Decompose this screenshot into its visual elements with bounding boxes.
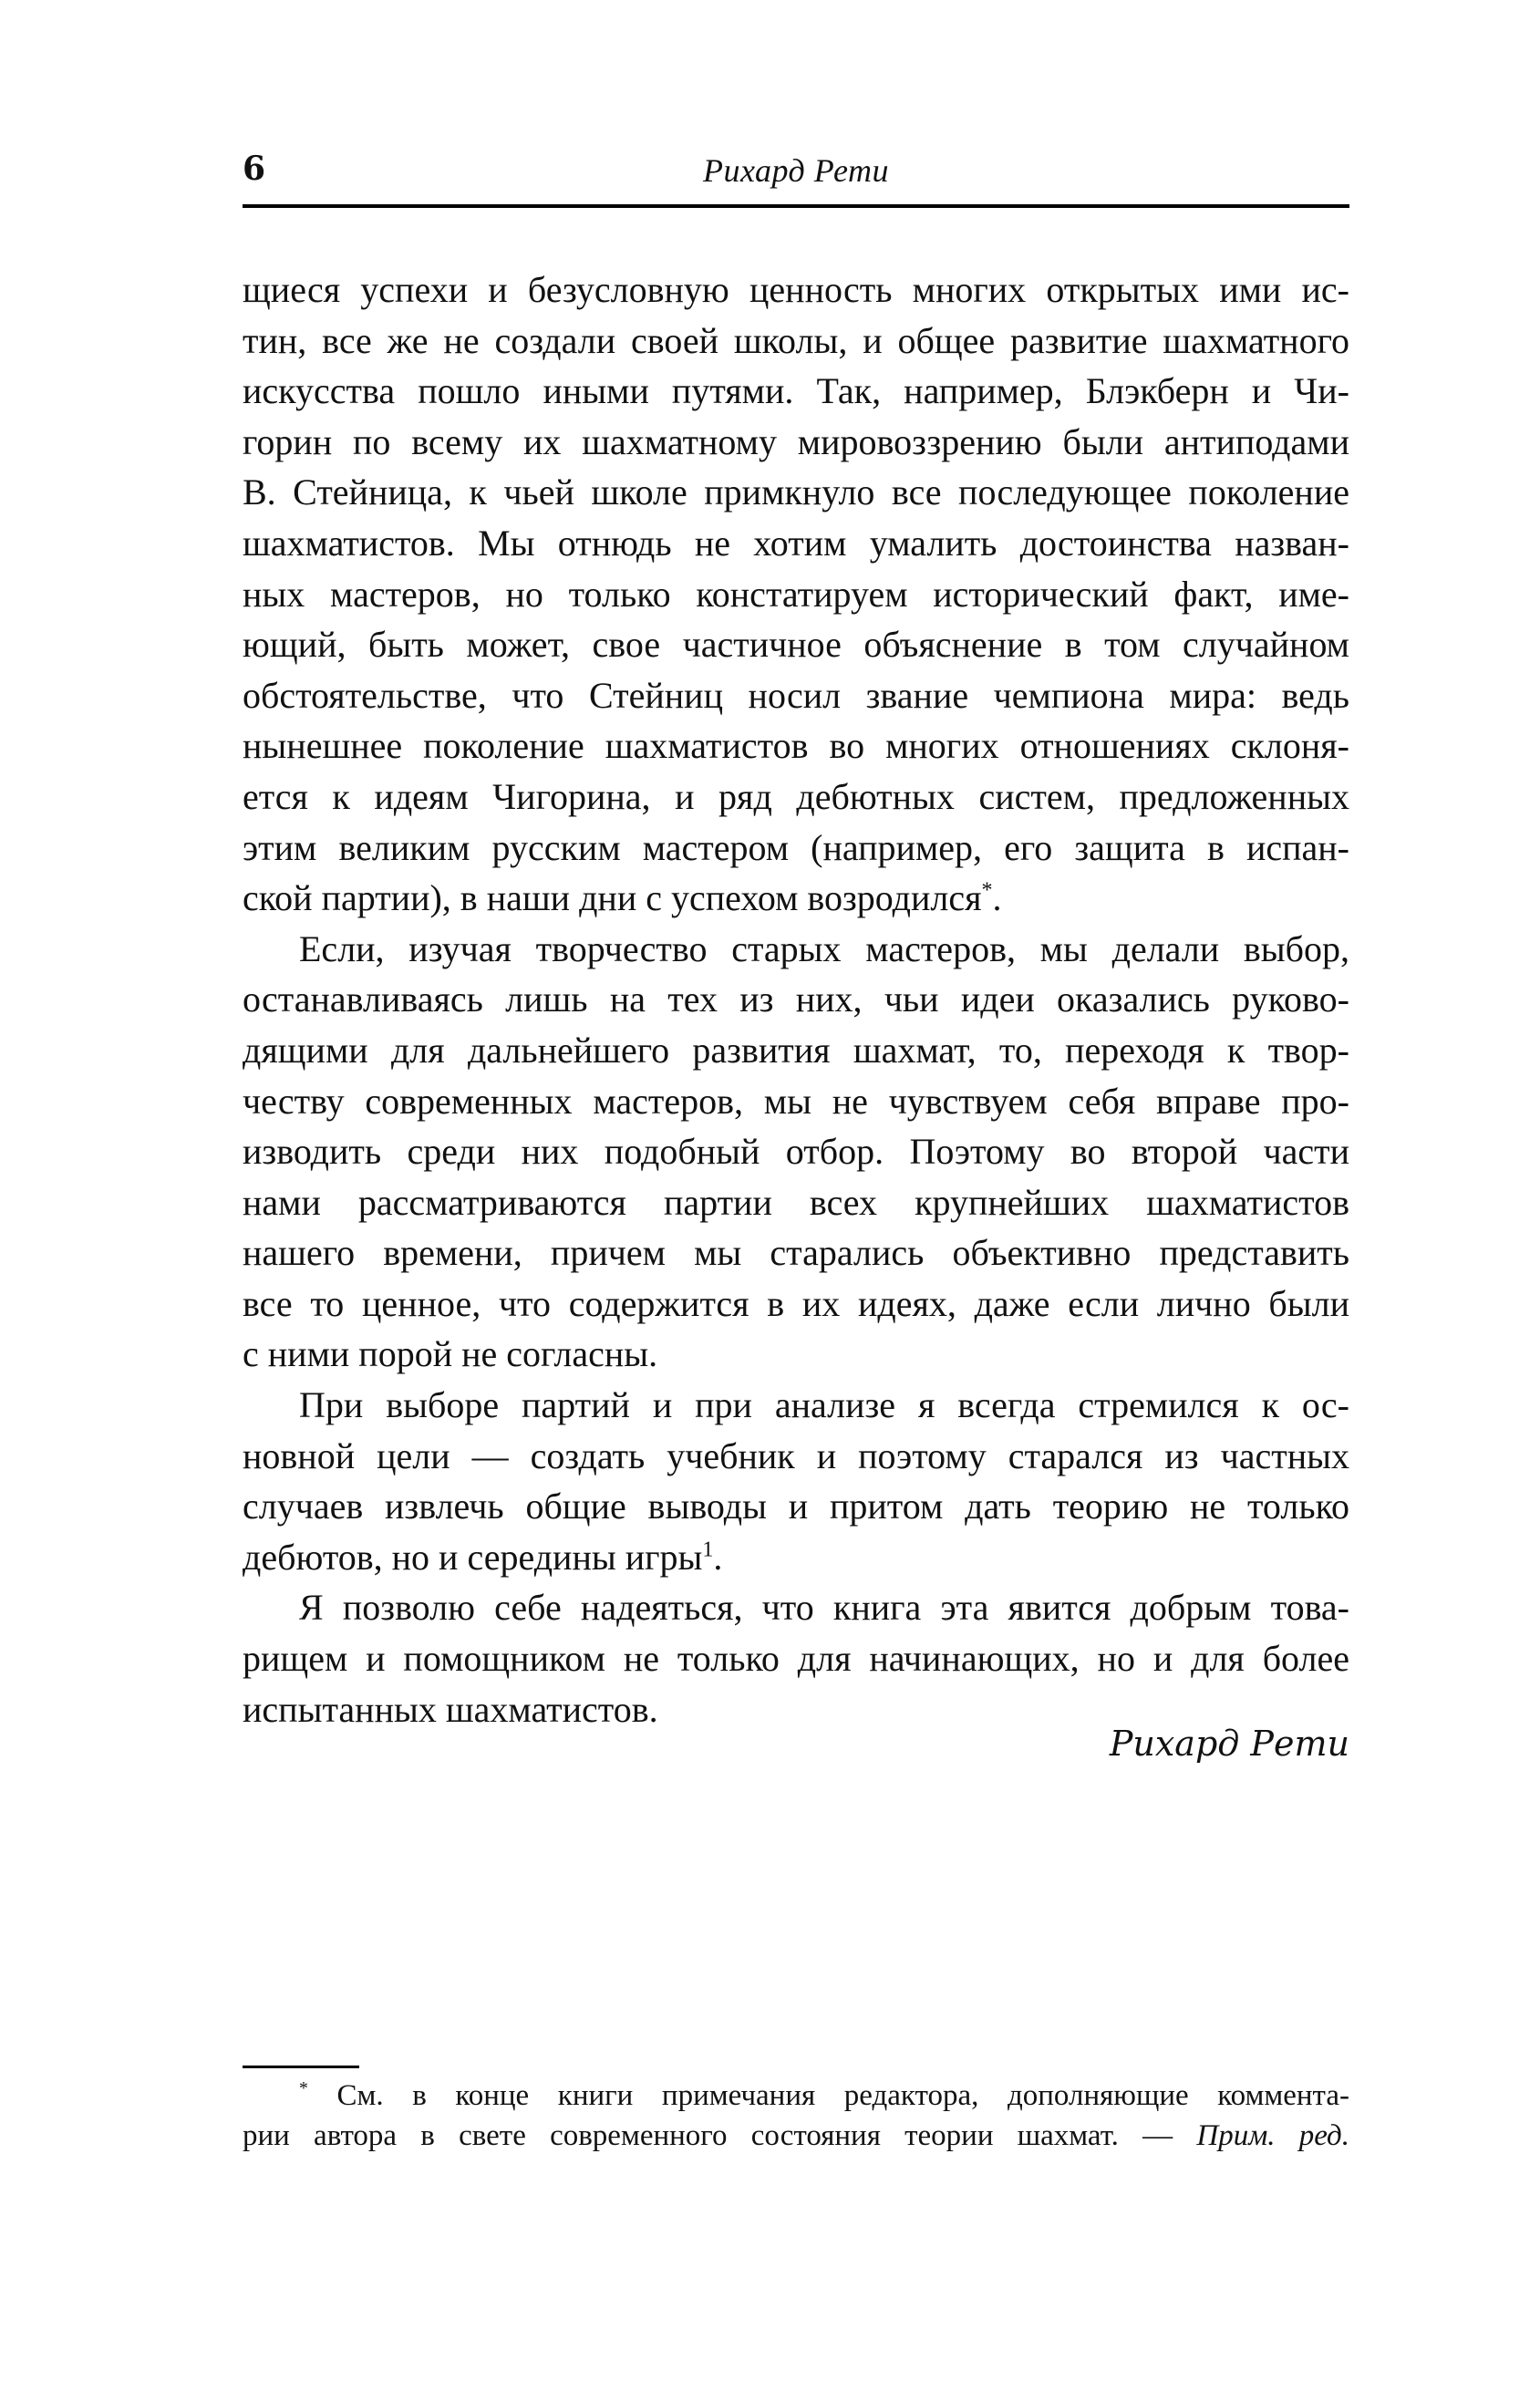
text-line: нами рассматриваются партии всех крупнейших шахматистов <box>243 1181 1349 1223</box>
footnote-reference[interactable]: * <box>981 878 993 903</box>
footnote-rule <box>243 2066 359 2068</box>
text-line <box>243 1532 1349 1583</box>
author-signature: Рихард Рети <box>1109 1724 1349 1764</box>
text-line: новной цели — создать учебник и поэтому старался из частных <box>243 1434 1349 1476</box>
page-number: 6 <box>243 150 266 188</box>
text-line: с ними порой не согласны. <box>243 1333 658 1375</box>
text-line: дящими для дальнейшего развития шахмат, то, переходя к твор- <box>243 1029 1349 1071</box>
text-line: останавливаясь лишь на тех из них, чьи идеи оказались руково- <box>243 979 1349 1020</box>
text-line: случаев извлечь общие выводы и притом дать теорию не только <box>243 1486 1349 1527</box>
text-segment: . <box>713 1536 723 1578</box>
text-line: изводить среди них подобный отбор. Поэтому во второй части <box>243 1131 1349 1173</box>
text-line: нынешнее поколение шахматистов во многих отношениях склоня- <box>243 725 1349 767</box>
footnote-line <box>243 2116 1349 2156</box>
text-segment: ской партии), в наши дни с успехом возродился <box>243 877 982 919</box>
text-line: ных мастеров, но только констатируем исторический факт, име- <box>243 573 1349 615</box>
footnote-reference[interactable]: 1 <box>702 1538 714 1562</box>
page-header <box>243 146 1349 201</box>
text-line: ется к идеям Чигорина, и ряд дебютных систем, предложенных <box>243 775 1349 817</box>
text-segment: . <box>992 877 1002 919</box>
text-line: шахматистов. Мы отнюдь не хотим умалить достоинства назван- <box>243 522 1349 564</box>
text-line: испытанных шахматистов. <box>243 1688 658 1730</box>
editor-note-attribution: Прим. ред. <box>1196 2119 1350 2152</box>
text-line: Если, изучая творчество старых мастеров, мы делали выбор, <box>299 927 1349 969</box>
text-line <box>243 873 1349 924</box>
text-line: обстоятельстве, что Стейниц носил звание чемпиона мира: ведь <box>243 674 1349 716</box>
body-text <box>243 264 1349 1734</box>
footnote-line <box>243 2076 1349 2116</box>
text-line: тин, все же не создали своей школы, и общее развитие шахматного <box>243 319 1349 361</box>
text-line: все то ценное, что содержится в их идеях, даже если лично были <box>243 1282 1349 1324</box>
text-line: рищем и помощником не только для начинающих, но и для более <box>243 1638 1349 1680</box>
text-segment: дебютов, но и середины игры <box>243 1536 703 1578</box>
footnote-marker: * <box>299 2078 308 2098</box>
text-line: нашего времени, причем мы старались объективно представить <box>243 1232 1349 1274</box>
text-line: В. Стейница, к чьей школе примкнуло все последующее поколение <box>243 471 1349 513</box>
footnote <box>243 2076 1349 2156</box>
paragraph <box>243 924 1349 1380</box>
text-line: ющий, быть может, свое частичное объяснение в том случайном <box>243 624 1349 666</box>
paragraph <box>243 264 1349 924</box>
text-line: При выборе партий и при анализе я всегда стремился к ос- <box>299 1384 1349 1426</box>
paragraph <box>243 1582 1349 1734</box>
text-segment: рии автора в свете современного состояния теории шахмат. — <box>243 2119 1173 2152</box>
header-rule <box>243 204 1349 208</box>
text-line: этим великим русским мастером (например, его защита в испан- <box>243 826 1349 868</box>
text-line: горин по всему их шахматному мировоззрению были антиподами <box>243 420 1349 462</box>
text-line: искусства пошло иными путями. Так, например, Блэкберн и Чи- <box>243 370 1349 412</box>
text-line: честву современных мастеров, мы не чувствуем себя вправе про- <box>243 1080 1349 1122</box>
text-line: Я позволю себе надеяться, что книга эта явится добрым това- <box>299 1587 1349 1629</box>
paragraph <box>243 1380 1349 1582</box>
text-line: щиеся успехи и безусловную ценность многих открытых ими ис- <box>243 269 1349 310</box>
running-title: Рихард Рети <box>703 152 889 189</box>
text-segment: См. в конце книги примечания редактора, дополняющие коммента- <box>336 2079 1350 2112</box>
